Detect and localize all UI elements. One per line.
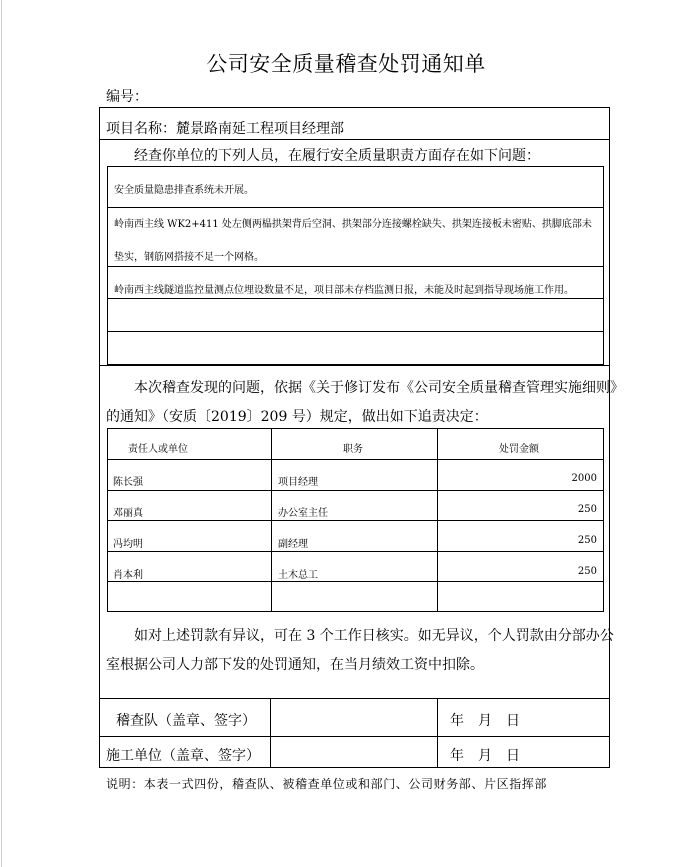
divider <box>107 459 604 460</box>
divider <box>107 207 604 208</box>
divider <box>107 266 604 267</box>
project-name: 项目名称：麓景路南延工程项目经理部 <box>106 121 344 137</box>
table-row-position: 副经理 <box>278 539 308 550</box>
divider <box>107 490 604 491</box>
divider <box>99 736 610 737</box>
problem-item: 岭南西主线隧道监控量测点位埋设数量不足，项目部未存档监测日报，未能及时起到指导现场施工作用。 <box>114 285 574 296</box>
inspection-team-date: 年 月 日 <box>450 713 520 729</box>
table-row-position: 办公室主任 <box>278 508 328 519</box>
construction-unit-sign-label: 施工单位（盖章、签字） <box>106 748 260 764</box>
table-row-name: 肖本利 <box>113 570 143 581</box>
column-divider <box>437 698 438 768</box>
serial-number-label: 编号： <box>106 89 148 105</box>
divider <box>99 139 610 140</box>
divider <box>107 581 604 582</box>
problem-item: 安全质量隐患排查系统未开展。 <box>114 185 254 196</box>
table-row-name: 冯均明 <box>113 539 143 550</box>
column-divider <box>270 698 271 768</box>
page-edge <box>1 0 2 867</box>
table-row-amount: 250 <box>577 566 597 577</box>
document-title: 公司安全质量稽查处罚通知单 <box>206 52 486 76</box>
table-row-amount: 250 <box>577 504 597 515</box>
table-row-position: 土木总工 <box>278 570 318 581</box>
intro-text: 经查你单位的下列人员，在履行安全质量职责方面存在如下问题： <box>134 148 540 164</box>
problem-item: 岭南西主线 WK2+411 处左侧两榀拱架背后空洞、拱架部分连接螺栓缺失、拱架连接板未密贴、拱脚底部未 <box>114 219 592 230</box>
divider <box>107 298 604 299</box>
problem-item: 垫实，钢筋网搭接不足一个网格。 <box>114 252 264 263</box>
construction-unit-date: 年 月 日 <box>450 748 520 764</box>
table-row-name: 邓丽真 <box>113 508 143 519</box>
table-row-name: 陈长强 <box>113 477 143 488</box>
table-header-position: 职务 <box>343 444 363 455</box>
table-row-amount: 2000 <box>571 473 597 484</box>
divider <box>99 698 610 699</box>
inspection-team-sign-label: 稽查队（盖章、签字） <box>116 713 256 729</box>
divider <box>107 331 604 332</box>
footnote: 说明：本表一式四份，稽查队、被稽查单位或和部门、公司财务部、片区指挥部 <box>106 777 548 791</box>
objection-text-line1: 如对上述罚款有异议，可在 3 个工作日核实。如无异议，个人罚款由分部办公 <box>134 628 614 644</box>
table-row-amount: 250 <box>577 535 597 546</box>
table-header-responsible: 责任人或单位 <box>128 444 188 455</box>
table-header-amount: 处罚金额 <box>499 444 539 455</box>
decision-text-line2: 的通知》（安质〔2019〕209 号）规定，做出如下追责决定： <box>106 409 488 425</box>
objection-text-line2: 室根据公司人力部下发的处罚通知，在当月绩效工资中扣除。 <box>106 657 484 673</box>
divider <box>107 520 604 521</box>
divider <box>99 365 610 366</box>
divider <box>107 551 604 552</box>
table-row-position: 项目经理 <box>278 477 318 488</box>
decision-text-line1: 本次稽查发现的问题，依据《关于修订发布《公司安全质量稽查管理实施细则》 <box>134 380 624 396</box>
